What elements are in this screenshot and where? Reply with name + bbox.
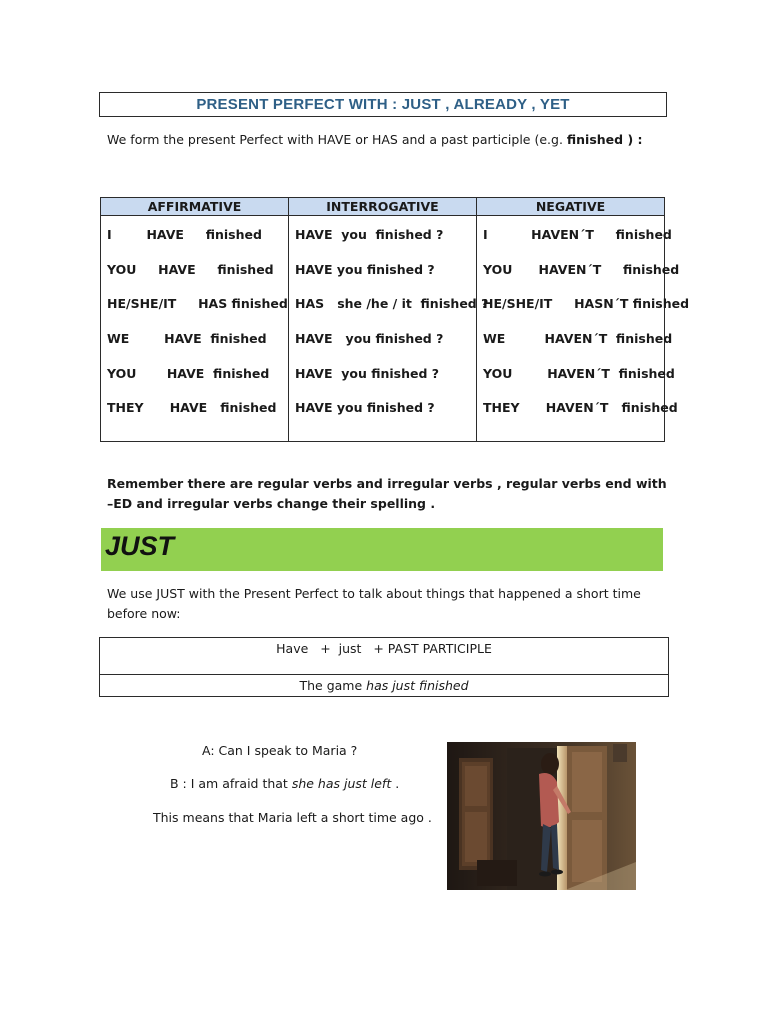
affirmative-line: YOU HAVE finished xyxy=(107,365,270,381)
header-interrogative: INTERROGATIVE xyxy=(289,198,477,216)
affirmative-column xyxy=(101,216,289,442)
interrogative-line: HAVE you finished ? xyxy=(295,227,444,242)
header-negative: NEGATIVE xyxy=(477,198,665,216)
interrogative-line: HAS she /he / it finished ? xyxy=(295,296,489,312)
negative-line: HE/SHE/IT HASN´T finished xyxy=(483,296,690,312)
affirmative-line: HE/SHE/IT HAS finished xyxy=(107,296,288,312)
just-heading: JUST xyxy=(105,531,175,561)
intro-text xyxy=(107,132,643,147)
formula-example-plain: The game xyxy=(299,678,367,693)
negative-column xyxy=(477,216,690,442)
interrogative-line: HAVE you finished ? xyxy=(295,331,444,347)
negative-line: YOU HAVEN´T finished xyxy=(483,261,680,277)
page-title: PRESENT PERFECT WITH : JUST , ALREADY , YET xyxy=(99,92,667,117)
photo-illustration xyxy=(447,742,636,890)
just-section-banner xyxy=(101,528,663,571)
conjugation-table xyxy=(100,197,690,442)
interrogative-line: HAVE you finished ? xyxy=(295,365,440,381)
dialogue-line-b-italic: she has just left xyxy=(291,776,392,791)
dialogue-line-b-end: . xyxy=(391,776,400,791)
negative-line: WE HAVEN´T finished xyxy=(483,331,673,347)
just-usage-text: We use JUST with the Present Perfect to talk about things that happened a short time before now: xyxy=(107,586,641,621)
formula-box xyxy=(99,637,669,697)
negative-line: YOU HAVEN´T finished xyxy=(483,365,675,381)
affirmative-line: I HAVE finished xyxy=(107,227,262,242)
table-header-row xyxy=(101,198,665,216)
affirmative-line: WE HAVE finished xyxy=(107,331,267,347)
header-affirmative: AFFIRMATIVE xyxy=(101,198,289,216)
affirmative-line: YOU HAVE finished xyxy=(107,261,274,277)
formula-structure: Have + just + PAST PARTICIPLE xyxy=(100,638,668,675)
formula-example xyxy=(100,675,668,697)
formula-example-italic: has just finished xyxy=(366,678,469,693)
negative-line: I HAVEN´T finished xyxy=(483,227,672,242)
interrogative-line: HAVE you finished ? xyxy=(295,400,435,416)
intro-text-b: (e.g. xyxy=(534,132,567,147)
intro-text-c: finished xyxy=(566,132,624,147)
interrogative-column xyxy=(289,216,489,442)
dialogue-line-b xyxy=(170,776,399,791)
negative-line: THEY HAVEN´T finished xyxy=(483,400,678,416)
photo-girl-leaving-door xyxy=(447,742,636,890)
remember-note: Remember there are regular verbs and irregular verbs , regular verbs end with –ED and irregular verbs change their spelling . xyxy=(107,476,667,511)
interrogative-line: HAVE you finished ? xyxy=(295,261,435,277)
table-body-row xyxy=(101,216,665,442)
affirmative-line: THEY HAVE finished xyxy=(107,400,277,416)
intro-text-a: We form the present Perfect with HAVE or HAS and a past participle xyxy=(107,132,535,147)
intro-text-d: ) : xyxy=(623,132,643,147)
dialogue-line-b-plain: B : I am afraid that xyxy=(170,776,292,791)
dialogue-line-a: A: Can I speak to Maria ? xyxy=(202,743,358,758)
dialogue-line-c: This means that Maria left a short time ago . xyxy=(153,810,432,825)
